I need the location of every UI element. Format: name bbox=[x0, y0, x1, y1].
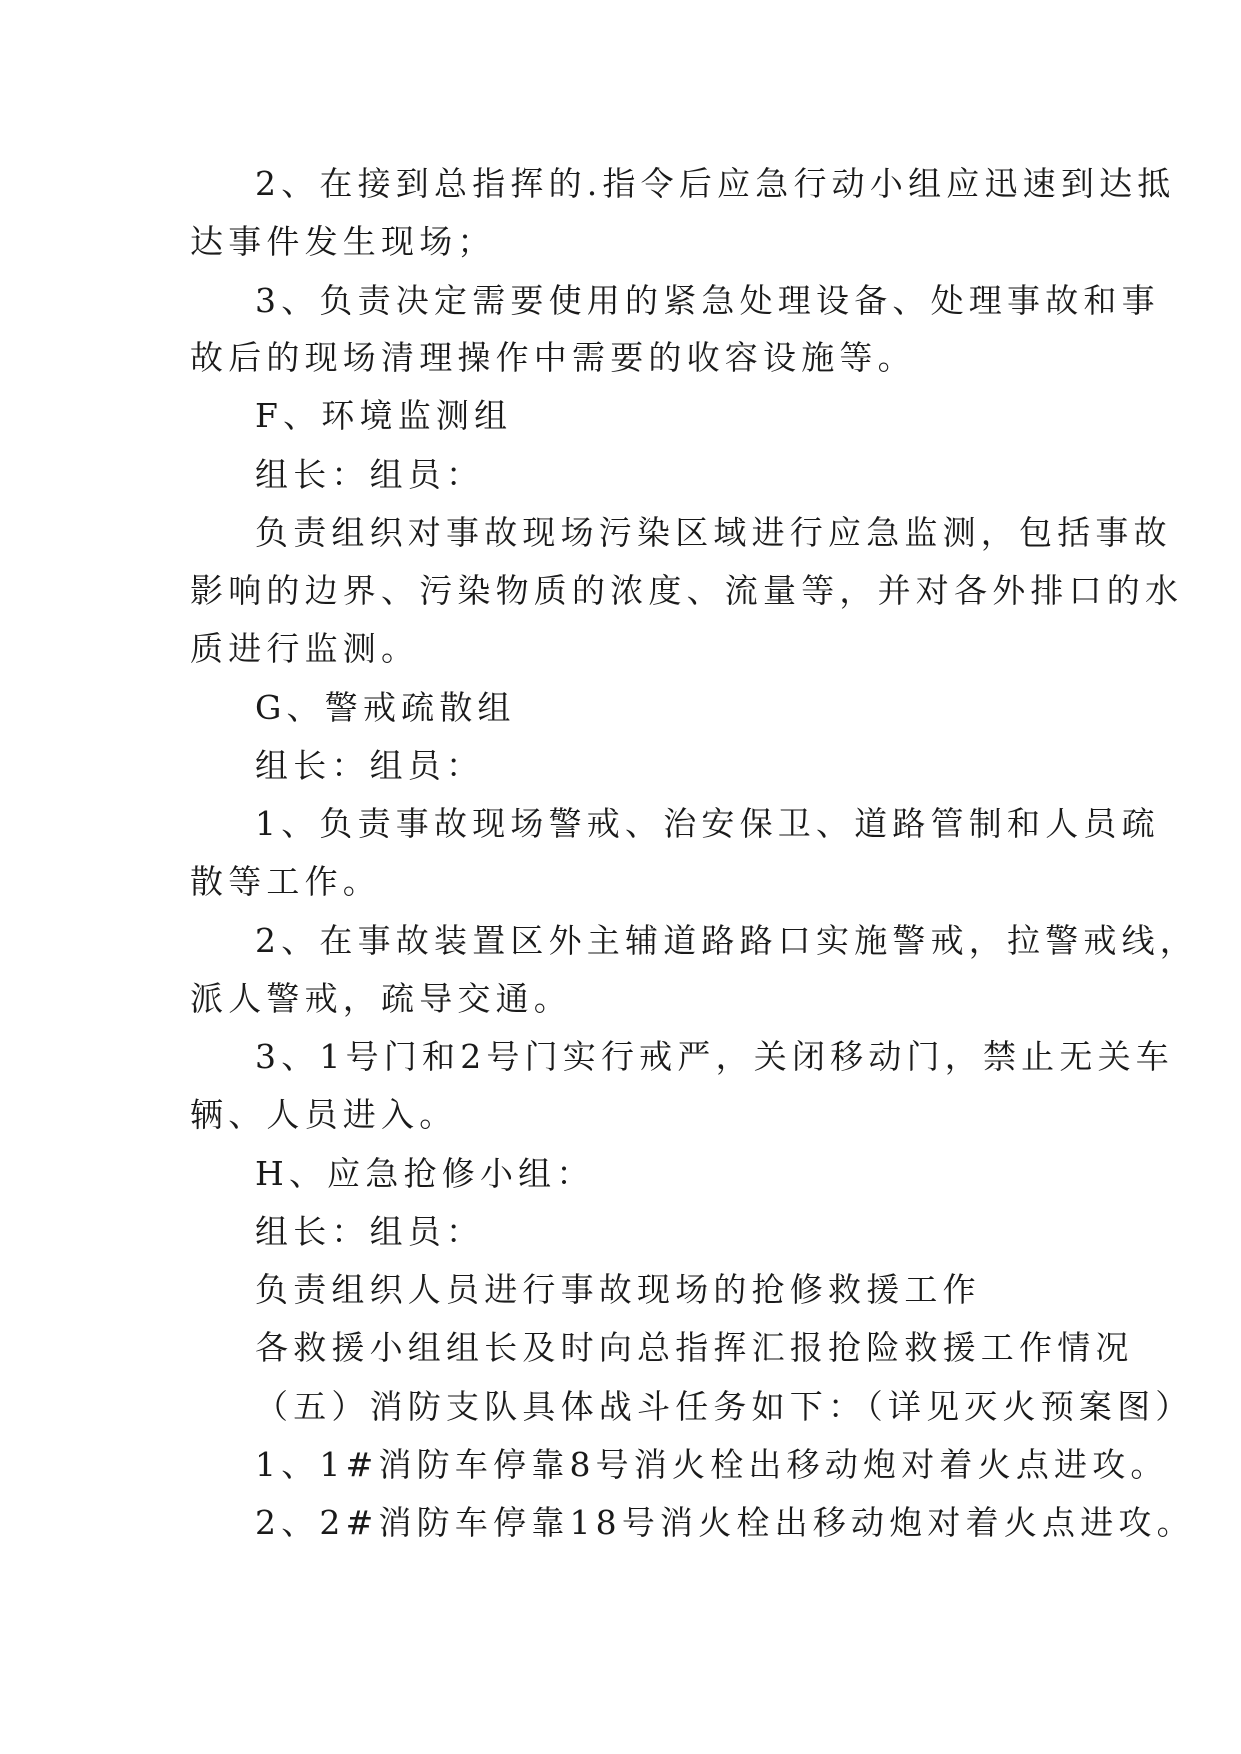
paragraph-line: 2、2#消防车停靠18号消火栓出移动炮对着火点进攻。 bbox=[255, 1503, 1195, 1542]
paragraph-line: 各救援小组组长及时向总指挥汇报抢险救援工作情况 bbox=[255, 1328, 1134, 1367]
paragraph-line: 组长：组员： bbox=[255, 1212, 485, 1251]
section-heading: H、应急抢修小组： bbox=[255, 1154, 595, 1193]
paragraph-line: 派人警戒，疏导交通。 bbox=[190, 979, 572, 1018]
paragraph-line: 3、1号门和2号门实行戒严，关闭移动门，禁止无关车 bbox=[255, 1037, 1174, 1076]
paragraph-line: 达事件发生现场； bbox=[190, 222, 496, 261]
paragraph-line: 1、负责事故现场警戒、治安保卫、道路管制和人员疏 bbox=[255, 804, 1160, 843]
paragraph-line: 辆、人员进入。 bbox=[190, 1095, 458, 1134]
paragraph-line: 故后的现场清理操作中需要的收容设施等。 bbox=[190, 338, 916, 377]
paragraph-line: 2、在接到总指挥的.指令后应急行动小组应迅速到达抵 bbox=[255, 164, 1176, 203]
section-heading: F、环境监测组 bbox=[255, 396, 513, 435]
paragraph-line: 负责组织人员进行事故现场的抢修救援工作 bbox=[255, 1270, 981, 1309]
paragraph-line: 影响的边界、污染物质的浓度、流量等，并对各外排口的水 bbox=[190, 571, 1184, 610]
paragraph-line: 负责组织对事故现场污染区域进行应急监测，包括事故 bbox=[255, 513, 1172, 552]
paragraph-line: 1、1#消防车停靠8号消火栓出移动炮对着火点进攻。 bbox=[255, 1445, 1169, 1484]
paragraph-line: 散等工作。 bbox=[190, 862, 381, 901]
section-heading: （五）消防支队具体战斗任务如下：（详见灭火预案图） bbox=[255, 1387, 1194, 1426]
paragraph-line: 组长：组员： bbox=[255, 746, 485, 785]
paragraph-line: 质进行监测。 bbox=[190, 629, 420, 668]
paragraph-line: 2、在事故装置区外主辅道路路口实施警戒，拉警戒线， bbox=[255, 921, 1198, 960]
paragraph-line: 3、负责决定需要使用的紧急处理设备、处理事故和事 bbox=[255, 281, 1160, 320]
section-heading: G、警戒疏散组 bbox=[255, 688, 516, 727]
paragraph-line: 组长：组员： bbox=[255, 455, 485, 494]
